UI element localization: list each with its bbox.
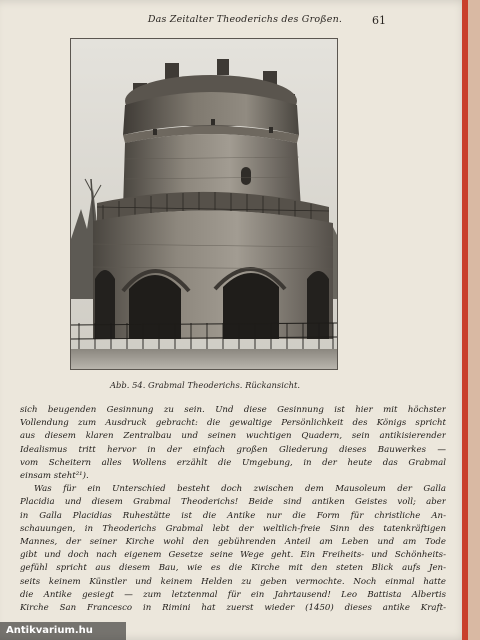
text-line: schauungen, in Theoderichs Grabmal lebt der weltlich-freie Sinn des tatenkräftigen xyxy=(20,523,446,534)
text-line: Idealismus tritt hervor in der einfach großen Gliederung dieses Bauwerkes — xyxy=(20,444,446,455)
text-line: Mannes, der seiner Kirche wohl den gebührenden Anteil am Leben und am Tode xyxy=(20,537,446,548)
text-line: sich beugenden Gesinnung zu sein. Und diese Gesinnung ist hier mit höchster xyxy=(20,405,446,415)
watermark-logo: Antikvarium.hu xyxy=(0,622,126,640)
text-line: seits keinem Künstler und keinem Helden zu geben vermochte. Noch einmal hatte xyxy=(20,576,446,587)
figure-caption: Abb. 54. Grabmal Theoderichs. Rückansicht. xyxy=(109,380,301,390)
text-line: in Galla Placidias Ruhestätte ist die Antike nur die Form für christliche An- xyxy=(20,510,446,521)
page-number: 61 xyxy=(372,14,386,27)
text-line: vom Scheitern alles Wollens erzählt die Umgebung, in der heute das Grabmal xyxy=(20,457,446,468)
text-line: gibt und doch nach eigenem Gesetze seine Wege geht. Ein Freiheits- und Schönheits- xyxy=(20,550,446,561)
text-line: einsam steht²¹). xyxy=(20,471,89,482)
text-line: Vollendung zum Ausdruck gebracht: die gewaltige Persönlichkeit des Königs spricht xyxy=(20,418,446,429)
text-line: Kirche San Francesco in Rimini hat zuerst wieder (1450) dieses antike Kraft- xyxy=(20,603,446,614)
text-line: Placidia und diesem Grabmal Theoderichs! Beide sind antiken Geistes voll; aber xyxy=(20,497,446,508)
running-title: Das Zeitalter Theoderichs des Großen. xyxy=(147,14,343,25)
body-text xyxy=(20,404,446,615)
mausoleum-illustration xyxy=(71,39,337,369)
text-line: aus diesem klaren Zentralbau und seinen wuchtigen Quadern, sein antikisierender xyxy=(20,431,446,442)
next-page-edge xyxy=(468,0,480,640)
text-line: Was für ein Unterschied besteht doch zwischen dem Mausoleum der Galla xyxy=(34,484,446,495)
text-line: gefühl spricht aus diesem Bau, wie es die Kirche mit den steten Blick aufs Jen- xyxy=(20,563,446,574)
mausoleum-photograph xyxy=(70,38,338,370)
text-line: die Antike gesiegt — zum letztenmal für ein Jahrtausend! Leo Battista Albertis xyxy=(20,589,446,600)
